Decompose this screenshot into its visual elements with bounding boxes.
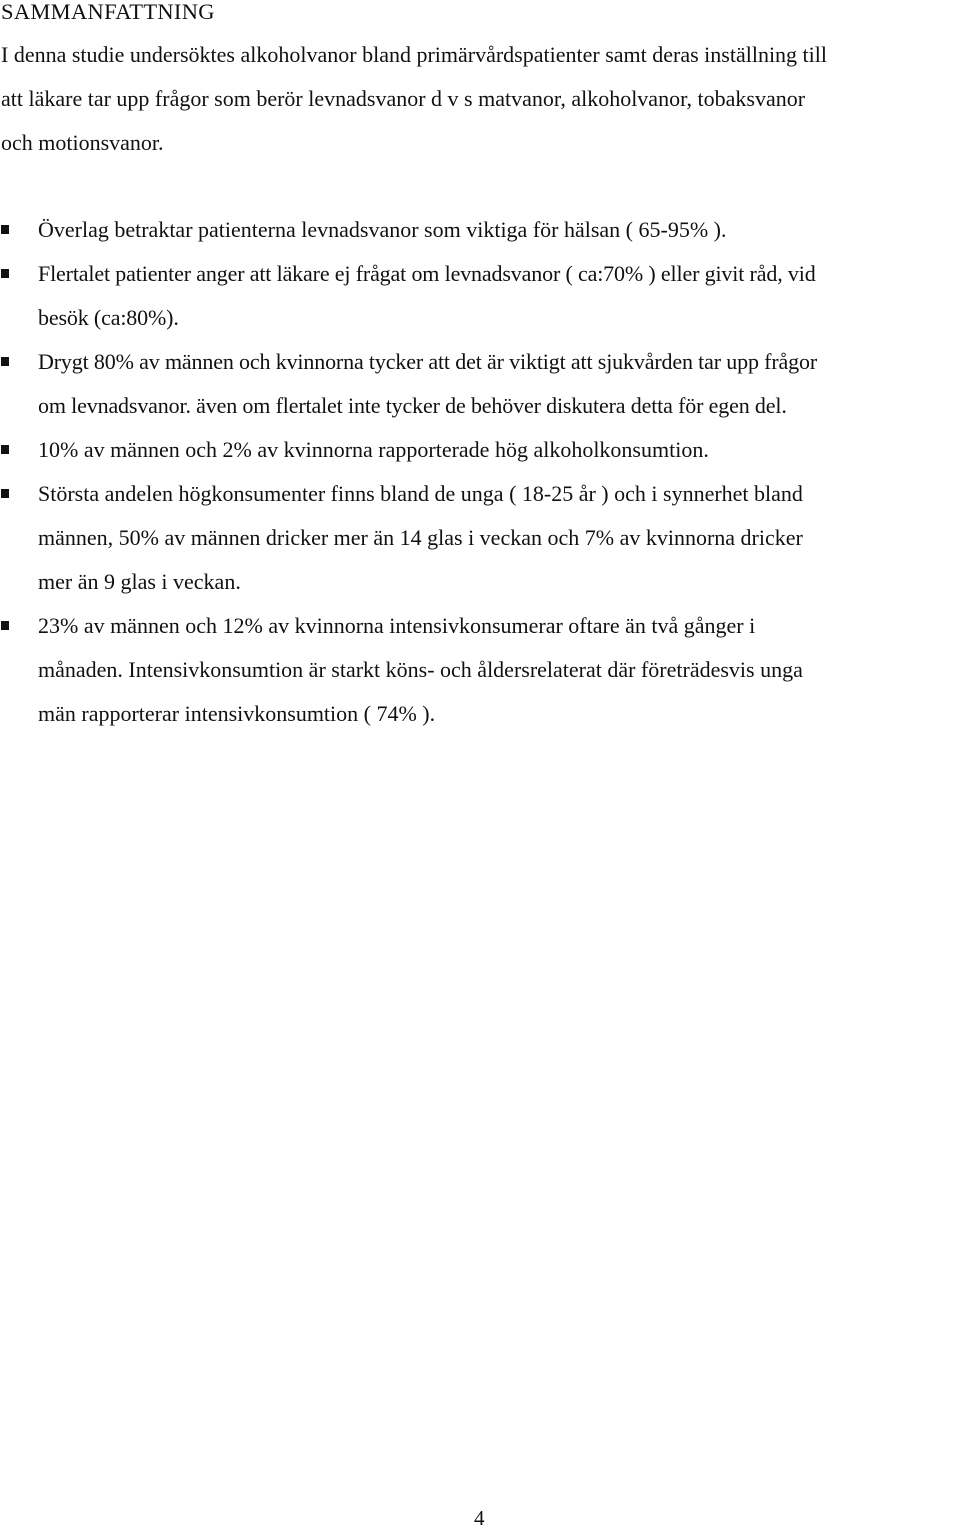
square-bullet-icon <box>1 225 9 234</box>
list-item-line: Drygt 80% av männen och kvinnorna tycker att det är viktigt att sjukvården tar upp frågor <box>38 349 818 374</box>
square-bullet-icon <box>1 489 9 498</box>
list-item-line: besök (ca:80%). <box>38 305 179 330</box>
list-item-line: om levnadsvanor. även om flertalet inte tycker de behöver diskutera detta för egen del. <box>38 393 787 418</box>
list-item-line: mer än 9 glas i veckan. <box>38 569 241 594</box>
square-bullet-icon <box>1 445 9 454</box>
intro-line: I denna studie undersöktes alkoholvanor bland primärvårdspatienter samt deras inställning till <box>1 42 828 67</box>
list-item <box>0 472 960 604</box>
intro-line: och motionsvanor. <box>1 130 164 155</box>
square-bullet-icon <box>1 621 9 630</box>
intro-paragraph <box>1 33 959 165</box>
list-item-line: Överlag betraktar patienterna levnadsvanor som viktiga för hälsan ( 65-95% ). <box>38 217 727 242</box>
findings-list <box>0 208 960 736</box>
list-item <box>0 604 960 736</box>
list-item-line: Största andelen högkonsumenter finns bland de unga ( 18-25 år ) och i synnerhet bland <box>38 481 803 506</box>
list-item <box>0 340 960 428</box>
list-item-line: män rapporterar intensivkonsumtion ( 74% ). <box>38 701 436 726</box>
page-number: 4 <box>474 1506 485 1530</box>
section-title: SAMMANFATTNING <box>1 0 215 24</box>
list-item-line: Flertalet patienter anger att läkare ej frågat om levnadsvanor ( ca:70% ) eller givit råd, vid <box>38 261 816 286</box>
list-item <box>0 208 960 252</box>
list-item-line: 23% av männen och 12% av kvinnorna intensivkonsumerar oftare än två gånger i <box>38 613 756 638</box>
square-bullet-icon <box>1 357 9 366</box>
list-item-line: männen, 50% av männen dricker mer än 14 glas i veckan och 7% av kvinnorna dricker <box>38 525 803 550</box>
list-item <box>0 428 960 472</box>
list-item-line: månaden. Intensivkonsumtion är starkt köns- och åldersrelaterat där företrädesvis unga <box>38 657 803 682</box>
intro-line: att läkare tar upp frågor som berör levnadsvanor d v s matvanor, alkoholvanor, tobaksvanor <box>1 86 806 111</box>
list-item <box>0 252 960 340</box>
list-item-line: 10% av männen och 2% av kvinnorna rapporterade hög alkoholkonsumtion. <box>38 437 709 462</box>
square-bullet-icon <box>1 269 9 278</box>
